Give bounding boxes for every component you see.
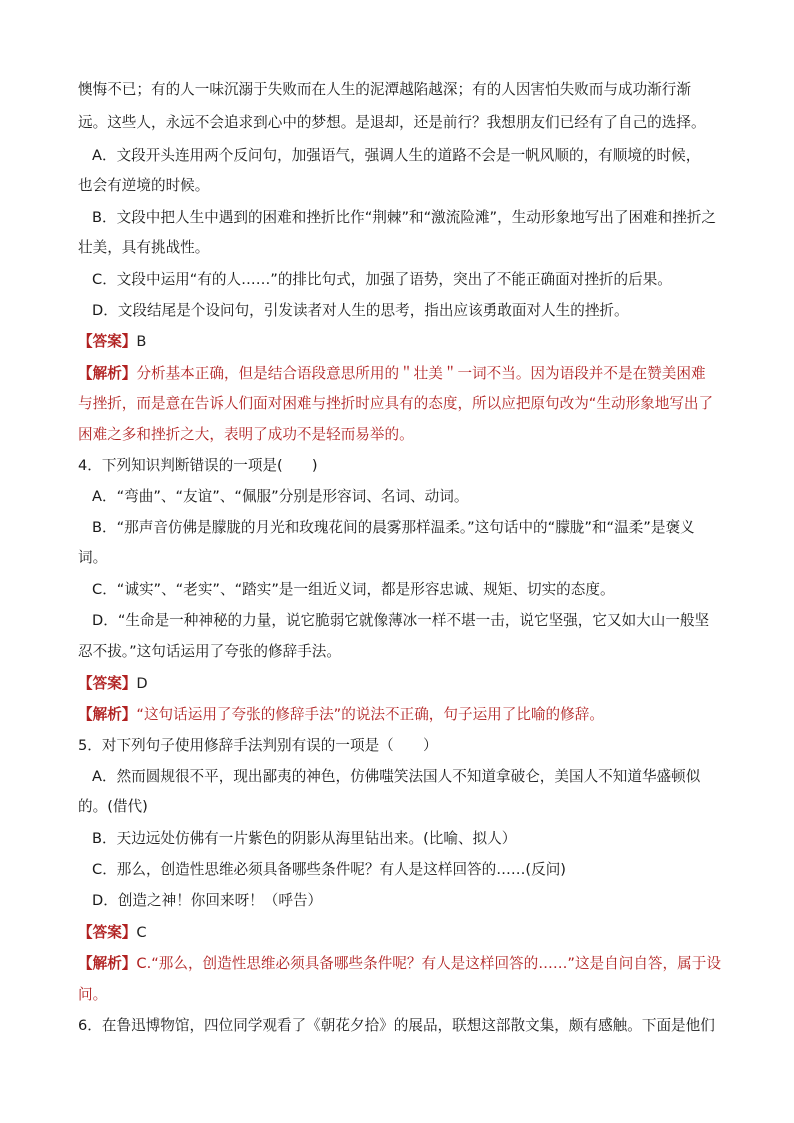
q4-option-b-line-1: B．“那声音仿佛是朦胧的月光和玫瑰花间的晨雾那样温柔。”这句话中的“朦胧”和“温柔”是褒义 (92, 519, 695, 536)
answer-value: B (136, 333, 147, 350)
passage-line-1: 懊悔不已；有的人一味沉溺于失败而在人生的泥潭越陷越深；有的人因害怕失败而与成功渐行渐 (78, 81, 691, 98)
answer-value: C (136, 924, 147, 941)
analysis-text: “这句话运用了夸张的修辞手法”的说法不正确，句子运用了比喻的修辞。 (136, 706, 604, 723)
q5-option-c: C．那么，创造性思维必须具备哪些条件呢？有人是这样回答的……(反问) (92, 861, 566, 878)
q3-option-a-line-1: A．文段开头连用两个反问句，加强语气，强调人生的道路不会是一帆风顺的，有顺境的时候， (92, 147, 701, 164)
q4-option-d-line-2: 忍不拔。”这句话运用了夸张的修辞手法。 (78, 643, 341, 660)
q4-stem: 4．下列知识判断错误的一项是( ) (78, 457, 318, 474)
answer-label: 【答案】 (78, 924, 137, 941)
q6-stem: 6．在鲁迅博物馆，四位同学观看了《朝花夕拾》的展品，联想这部散文集，颇有感触。下面是他们 (78, 1017, 715, 1034)
analysis-text: C.“那么，创造性思维必须具备哪些条件呢？有人是这样回答的……”这是自问自答，属于设 (136, 955, 721, 972)
analysis-label: 【解析】 (78, 706, 137, 723)
q3-option-c: C．文段中运用“有的人……”的排比句式，加强了语势，突出了不能正确面对挫折的后果。 (92, 271, 672, 288)
q5-answer (78, 923, 718, 943)
q4-analysis (78, 705, 718, 725)
q5-analysis-line-1 (78, 954, 721, 974)
analysis-label: 【解析】 (78, 955, 137, 972)
q3-option-b-line-2: 壮美，具有挑战性。 (78, 239, 210, 256)
q3-option-a-line-2: 也会有逆境的时候。 (78, 177, 210, 194)
q5-option-a-line-2: 的。(借代) (78, 798, 148, 815)
answer-label: 【答案】 (78, 333, 137, 350)
q4-option-a: A．“弯曲”、“友谊”、“佩服”分别是形容词、名词、动词。 (92, 488, 469, 505)
answer-label: 【答案】 (78, 675, 137, 692)
q4-answer (78, 674, 718, 694)
answer-value: D (136, 675, 148, 692)
q5-option-a-line-1: A．然而圆规很不平，现出鄙夷的神色，仿佛嗤笑法国人不知道拿破仑，美国人不知道华盛顿似 (92, 768, 701, 785)
q4-option-d-line-1: D．“生命是一种神秘的力量，说它脆弱它就像薄冰一样不堪一击，说它坚强，它又如大山一般坚 (92, 612, 710, 629)
q3-analysis-line-1 (78, 364, 718, 384)
analysis-label: 【解析】 (78, 365, 137, 382)
analysis-text: 分析基本正确，但是结合语段意思所用的＂壮美＂一词不当。因为语段并不是在赞美困难 (136, 365, 706, 382)
q4-option-c: C．“诚实”、“老实”、“踏实”是一组近义词，都是形容忠诚、规矩、切实的态度。 (92, 581, 615, 598)
q3-analysis-line-2: 与挫折，而是意在告诉人们面对困难与挫折时应具有的态度，所以应把原句改为“生动形象地写出了 (78, 395, 714, 412)
q4-option-b-line-2: 词。 (78, 549, 108, 566)
q5-option-b: B．天边远处仿佛有一片紫色的阴影从海里钻出来。(比喻、拟人） (92, 830, 517, 847)
q3-answer (78, 332, 718, 352)
q3-option-d: D．文段结尾是个设问句，引发读者对人生的思考，指出应该勇敢面对人生的挫折。 (92, 302, 629, 319)
q5-stem: 5．对下列句子使用修辞手法判别有误的一项是（ ） (78, 737, 438, 754)
passage-line-2: 远。这些人，永远不会追求到心中的梦想。是退却，还是前行？我想朋友们已经有了自己的选择。 (78, 114, 706, 131)
q3-option-b-line-1: B．文段中把人生中遇到的困难和挫折比作“荆棘”和“激流险滩”，生动形象地写出了困难和挫折之 (92, 209, 717, 226)
q3-analysis-line-3: 困难之多和挫折之大，表明了成功不是轻而易举的。 (78, 426, 414, 443)
q5-option-d: D．创造之神！你回来呀！（呼告） (92, 892, 323, 909)
q5-analysis-line-2: 问。 (78, 986, 108, 1003)
